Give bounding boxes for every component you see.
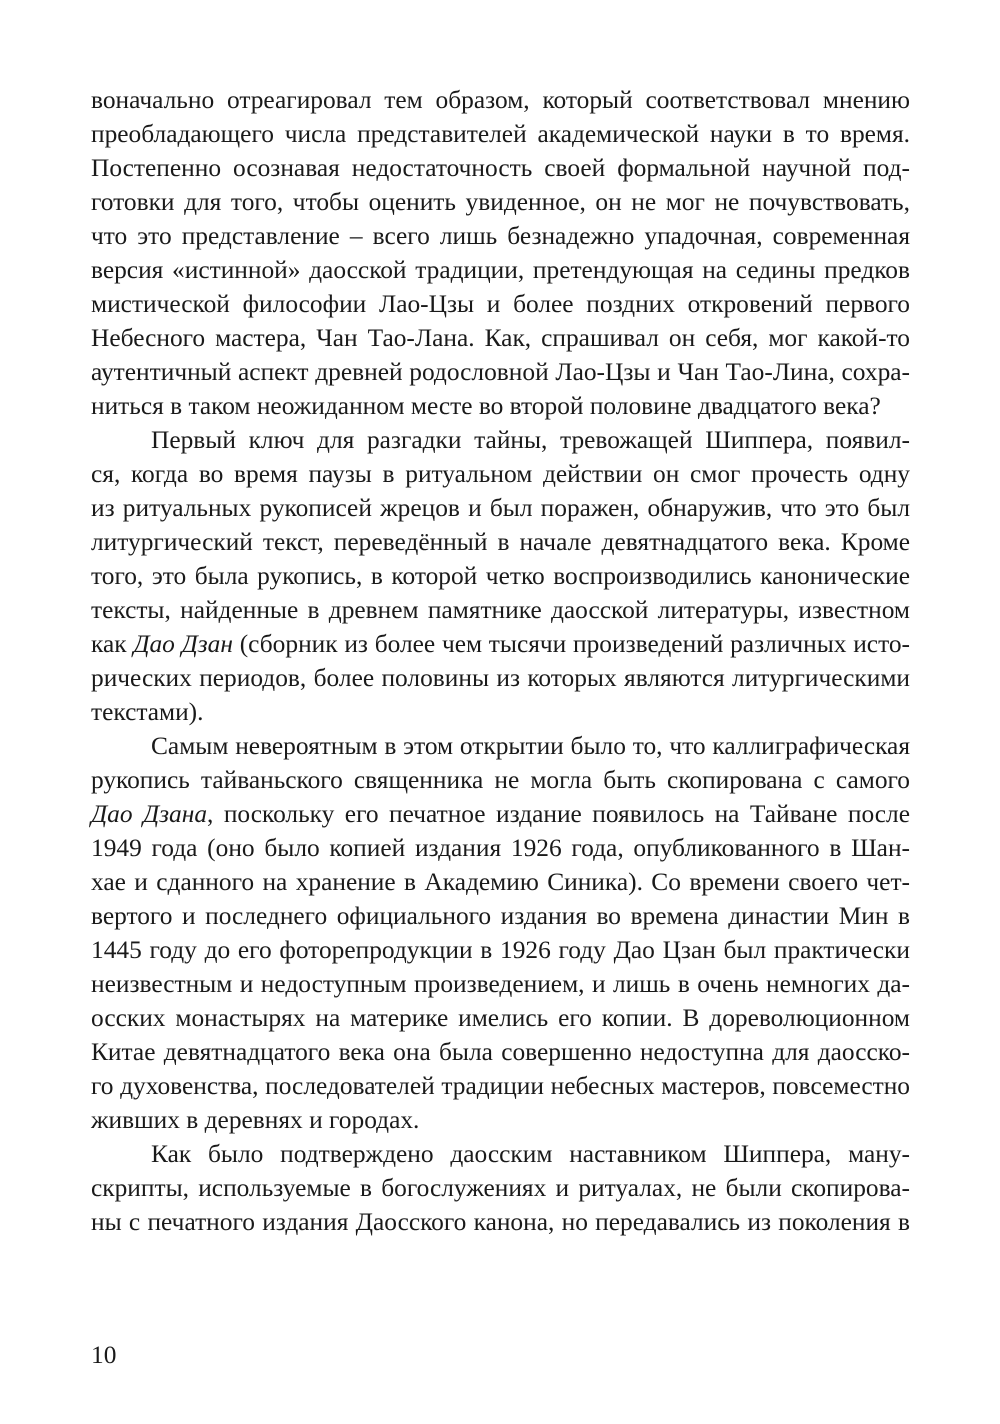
text-line: живших в деревнях и городах. [91, 1106, 420, 1134]
text-line: из ритуальных рукописей жрецов и был поражен, обнаружив, что это был [91, 494, 910, 522]
text-line: Самым невероятным в этом открытии было то, что каллиграфическая [151, 732, 910, 760]
text-line: тексты, найденные в древнем памятнике даосской литературы, известном [91, 596, 910, 624]
text-line: Первый ключ для разгадки тайны, тревожащей Шиппера, появил- [151, 426, 910, 454]
italic-title: Дао Дзана [91, 800, 208, 828]
paragraph-3 [91, 729, 910, 1137]
paragraph-1 [91, 83, 910, 423]
text-line: аутентичный аспект древней родословной Лао-Цзы и Чан Тао-Лина, сохра- [91, 358, 910, 386]
paragraph-4 [91, 1137, 910, 1239]
text-line: рических периодов, более половины из которых являются литургическими [91, 664, 910, 692]
text-line: преобладающего числа представителей академической науки в то время. [91, 120, 910, 148]
text-line: ны с печатного издания Даосского канона, но передавались из поколения в [91, 1208, 910, 1236]
text-line: того, это была рукопись, в которой четко воспроизводились канонические [91, 562, 910, 590]
text-line: Небесного мастера, Чан Тао-Лана. Как, спрашивал он себя, мог какой-то [91, 324, 910, 352]
text-line: Китае девятнадцатого века она была совершенно недоступна для даосско- [91, 1038, 910, 1066]
text-line-with-italic [91, 797, 910, 831]
page-number: 10 [91, 1341, 117, 1369]
text-line: литургический текст, переведённый в начале девятнадцатого века. Кроме [91, 528, 910, 556]
text-line: Как было подтверждено даосским наставником Шиппера, ману- [151, 1140, 910, 1168]
text-line: го духовенства, последователей традиции небесных мастеров, повсеместно [91, 1072, 910, 1100]
text-line: вертого и последнего официального издания во времена династии Мин в [91, 902, 910, 930]
paragraph-2 [91, 423, 910, 729]
text-line: хае и сданного на хранение в Академию Синика). Со времени своего чет- [91, 868, 910, 896]
text-line: ся, когда во время паузы в ритуальном действии он смог прочесть одну [91, 460, 910, 488]
text-line: готовки для того, чтобы оценить увиденное, он не мог не почувствовать, [91, 188, 910, 216]
text-line: что это представление – всего лишь безнадежно упадочная, современная [91, 222, 910, 250]
text-line: 1949 года (оно было копией издания 1926 года, опубликованного в Шан- [91, 834, 910, 862]
italic-title: Дао Дзан [133, 630, 233, 658]
text-line: скрипты, используемые в богослужениях и ритуалах, не были скопирова- [91, 1174, 910, 1202]
text-line-with-italic [91, 627, 910, 661]
text-line: мистической философии Лао-Цзы и более поздних откровений первого [91, 290, 910, 318]
text-line: рукопись тайваньского священника не могла быть скопирована с самого [91, 766, 910, 794]
text-segment: как [91, 630, 134, 658]
text-line: Постепенно осознавая недостаточность своей формальной научной под- [91, 154, 910, 182]
text-line: ниться в таком неожиданном месте во второй половине двадцатого века? [91, 392, 881, 420]
text-line: текстами). [91, 698, 204, 726]
text-line: воначально отреагировал тем образом, который соответствовал мнению [91, 86, 910, 114]
text-line: осских монастырях на материке имелись его копии. В дореволюционном [91, 1004, 910, 1032]
body-text [91, 83, 910, 1239]
text-segment: (сборник из более чем тысячи произведений различных исто- [232, 630, 910, 658]
text-line: неизвестным и недоступным произведением, и лишь в очень немногих да- [91, 970, 910, 998]
text-line: 1445 году до его фоторепродукции в 1926 году Дао Цзан был практически [91, 936, 910, 964]
text-segment: , поскольку его печатное издание появилось на Тайване после [207, 800, 910, 828]
text-line: версия «истинной» даосской традиции, претендующая на седины предков [91, 256, 910, 284]
